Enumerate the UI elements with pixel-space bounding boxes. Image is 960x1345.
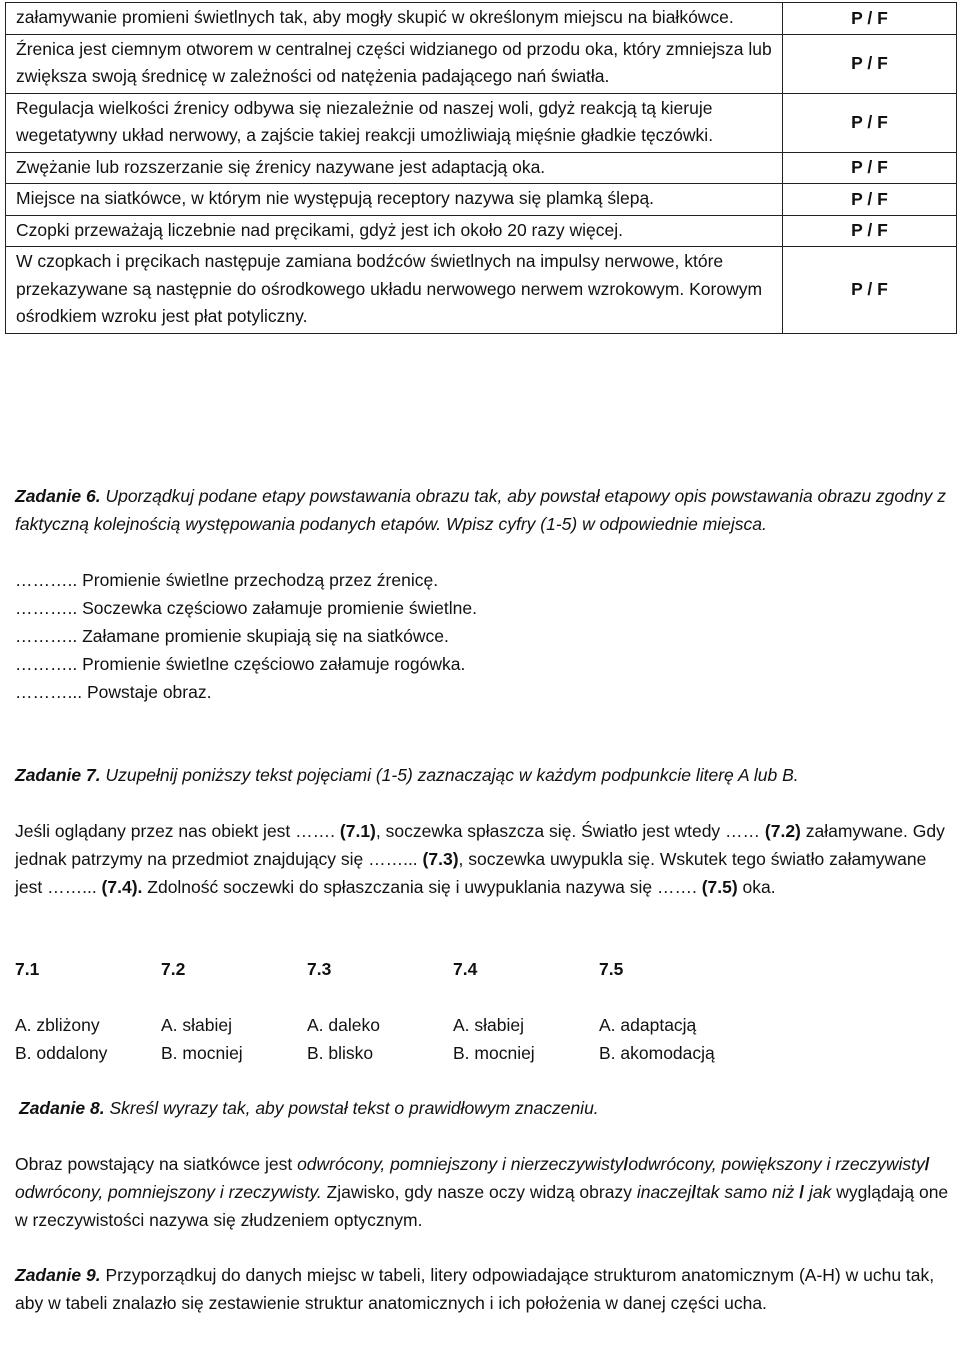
option-column-header: 7.2 xyxy=(161,959,186,979)
tf-answer-choice[interactable]: P / F xyxy=(783,184,957,216)
task-7-label: Zadanie 7. xyxy=(15,765,101,785)
task-7-option-column xyxy=(599,955,715,1067)
true-false-table xyxy=(5,2,957,334)
tf-answer-choice[interactable]: P / F xyxy=(783,3,957,35)
option-a[interactable]: A. daleko xyxy=(307,1015,380,1035)
option-a[interactable]: A. słabiej xyxy=(161,1015,233,1035)
task-7-instruction xyxy=(15,761,950,789)
task-6-item[interactable]: ……….. Załamane promienie skupiają się na siatkówce. xyxy=(15,626,449,646)
tf-statement: Źrenica jest ciemnym otworem w centralnej części widzianego od przodu oka, który zmniejsza lub zwiększa swoją średnicę w zależności od natężenia padającego nań światła. xyxy=(6,34,783,93)
task-8-text-segment: wyglądają one w rzeczywistości nazywa się złudzeniem optycznym. xyxy=(15,1182,949,1230)
task-8-text-segment: Zjawisko, gdy nasze oczy widzą obrazy xyxy=(321,1182,637,1202)
task-7-ref: (7.2) xyxy=(764,821,801,841)
task-8-choice[interactable]: odwrócony, pomniejszony i rzeczywisty. xyxy=(15,1182,322,1202)
tf-answer-choice[interactable]: P / F xyxy=(783,34,957,93)
option-b[interactable]: B. blisko xyxy=(307,1043,374,1063)
option-a[interactable]: A. adaptacją xyxy=(599,1015,697,1035)
option-column-header: 7.1 xyxy=(15,959,40,979)
tf-statement: Miejsce na siatkówce, w którym nie występują receptory nazywa się plamką ślepą. xyxy=(6,184,783,216)
tf-row xyxy=(6,215,957,247)
task-7-text-segment: Jeśli oglądany przez nas obiekt jest ……. xyxy=(15,821,340,841)
task-9 xyxy=(15,1261,950,1317)
tf-row xyxy=(6,152,957,184)
option-a[interactable]: A. słabiej xyxy=(453,1015,525,1035)
task-7-option-column xyxy=(307,955,380,1067)
task-8-choice[interactable]: jak xyxy=(804,1182,832,1202)
task-9-label: Zadanie 9. xyxy=(15,1265,101,1285)
tf-statement: Zwężanie lub rozszerzanie się źrenicy nazywane jest adaptacją oka. xyxy=(6,152,783,184)
tf-row xyxy=(6,34,957,93)
task-6-item[interactable]: ……….. Promienie świetlne przechodzą przez źrenicę. xyxy=(15,570,439,590)
task-7-text xyxy=(15,817,950,901)
tf-answer-choice[interactable]: P / F xyxy=(783,152,957,184)
task-7-text-segment: , soczewka uwypukla się. Wskutek tego światło załamywane jest ……... xyxy=(15,849,927,897)
task-8-label: Zadanie 8. xyxy=(19,1098,105,1118)
task-8-choice[interactable]: tak samo niż xyxy=(696,1182,800,1202)
task-6-instruction-text: Uporządkuj podane etapy powstawania obrazu tak, aby powstał etapowy opis powstawania obrazu zgodny z faktyczną kolejnością występowania podanych etapów. Wpisz cyfry (1-5) w odpowiednie miejsca. xyxy=(15,486,946,534)
tf-row xyxy=(6,184,957,216)
task-7-ref: (7.5) xyxy=(701,877,738,897)
task-7-option-column xyxy=(15,955,107,1067)
tf-statement: Regulacja wielkości źrenicy odbywa się niezależnie od naszej woli, gdyż reakcją tą kieruje wegetatywny układ nerwowy, a zajście takiej reakcji umożliwiają mięśnie gładkie tęczówki. xyxy=(6,93,783,152)
option-column-header: 7.5 xyxy=(599,959,624,979)
tf-answer-choice[interactable]: P / F xyxy=(783,93,957,152)
task-6-item[interactable]: ………... Powstaje obraz. xyxy=(15,682,212,702)
option-b[interactable]: B. akomodacją xyxy=(599,1043,715,1063)
tf-statement: W czopkach i pręcikach następuje zamiana bodźców świetlnych na impulsy nerwowe, które przekazywane są następnie do ośrodkowego układu nerwowego nerwem wzrokowym. Korowym ośrodkiem wzroku jest płat potyliczny. xyxy=(6,247,783,334)
task-8-choice[interactable]: odwrócony, pomniejszony i nierzeczywisty xyxy=(297,1154,624,1174)
option-b[interactable]: B. mocniej xyxy=(453,1043,535,1063)
tf-answer-choice[interactable]: P / F xyxy=(783,215,957,247)
tf-statement: załamywanie promieni świetlnych tak, aby mogły skupić w określonym miejscu na białkówce. xyxy=(6,3,783,35)
task-7-text-segment: załamywane. Gdy jednak patrzymy na przedmiot znajdujący się ……... xyxy=(15,821,945,869)
task-7-option-column xyxy=(161,955,243,1067)
task-8-body xyxy=(15,1150,950,1234)
task-7-text-segment: oka. xyxy=(737,877,776,897)
task-8-separator: / xyxy=(691,1182,697,1202)
task-8-separator: / xyxy=(623,1154,629,1174)
task-7 xyxy=(15,761,950,901)
task-7-ref: (7.3) xyxy=(422,849,459,869)
task-7-instruction-text: Uzupełnij poniższy tekst pojęciami (1-5) zaznaczając w każdym podpunkcie literę A lub B. xyxy=(100,765,799,785)
task-6-item[interactable]: ……….. Soczewka częściowo załamuje promienie świetlne. xyxy=(15,598,477,618)
task-8-instruction-text: Skreśl wyrazy tak, aby powstał tekst o prawidłowym znaczeniu. xyxy=(104,1098,599,1118)
option-a[interactable]: A. zbliżony xyxy=(15,1015,100,1035)
tf-row xyxy=(6,93,957,152)
task-7-text-segment: Zdolność soczewki do spłaszczania się i uwypuklania nazywa się ……. xyxy=(142,877,702,897)
task-9-instruction xyxy=(15,1261,950,1317)
task-8-separator: / xyxy=(799,1182,805,1202)
tf-statement: Czopki przeważają liczebnie nad pręcikami, gdyż jest ich około 20 razy więcej. xyxy=(6,215,783,247)
option-column-header: 7.3 xyxy=(307,959,332,979)
option-b[interactable]: B. oddalony xyxy=(15,1043,108,1063)
tf-row xyxy=(6,247,957,334)
task-8-choice[interactable]: odwrócony, powiększony i rzeczywisty xyxy=(628,1154,925,1174)
task-6-instruction xyxy=(15,482,950,538)
task-7-ref: (7.4). xyxy=(101,877,143,897)
task-7-text-segment: , soczewka spłaszcza się. Światło jest wtedy …… xyxy=(375,821,765,841)
task-8 xyxy=(19,1094,954,1122)
task-6-label: Zadanie 6. xyxy=(15,486,101,506)
option-b[interactable]: B. mocniej xyxy=(161,1043,243,1063)
task-8-instruction xyxy=(19,1094,954,1122)
task-8-text xyxy=(15,1150,950,1234)
task-7-options xyxy=(15,955,950,1063)
task-9-instruction-text: Przyporządkuj do danych miejsc w tabeli, litery odpowiadające strukturom anatomicznym (A-H) w uchu tak, aby w tabeli znalazło się zestawienie struktur anatomicznych i ich położenia w danej części ucha. xyxy=(15,1265,935,1313)
task-7-ref: (7.1) xyxy=(339,821,376,841)
task-8-separator: / xyxy=(924,1154,930,1174)
tf-row xyxy=(6,3,957,35)
task-7-option-column xyxy=(453,955,535,1067)
task-8-text-segment: Obraz powstający na siatkówce jest xyxy=(15,1154,298,1174)
task-6-item[interactable]: ……….. Promienie świetlne częściowo załamuje rogówka. xyxy=(15,654,466,674)
task-8-choice[interactable]: inaczej xyxy=(636,1182,692,1202)
tf-answer-choice[interactable]: P / F xyxy=(783,247,957,334)
task-6 xyxy=(15,482,950,706)
option-column-header: 7.4 xyxy=(453,959,478,979)
